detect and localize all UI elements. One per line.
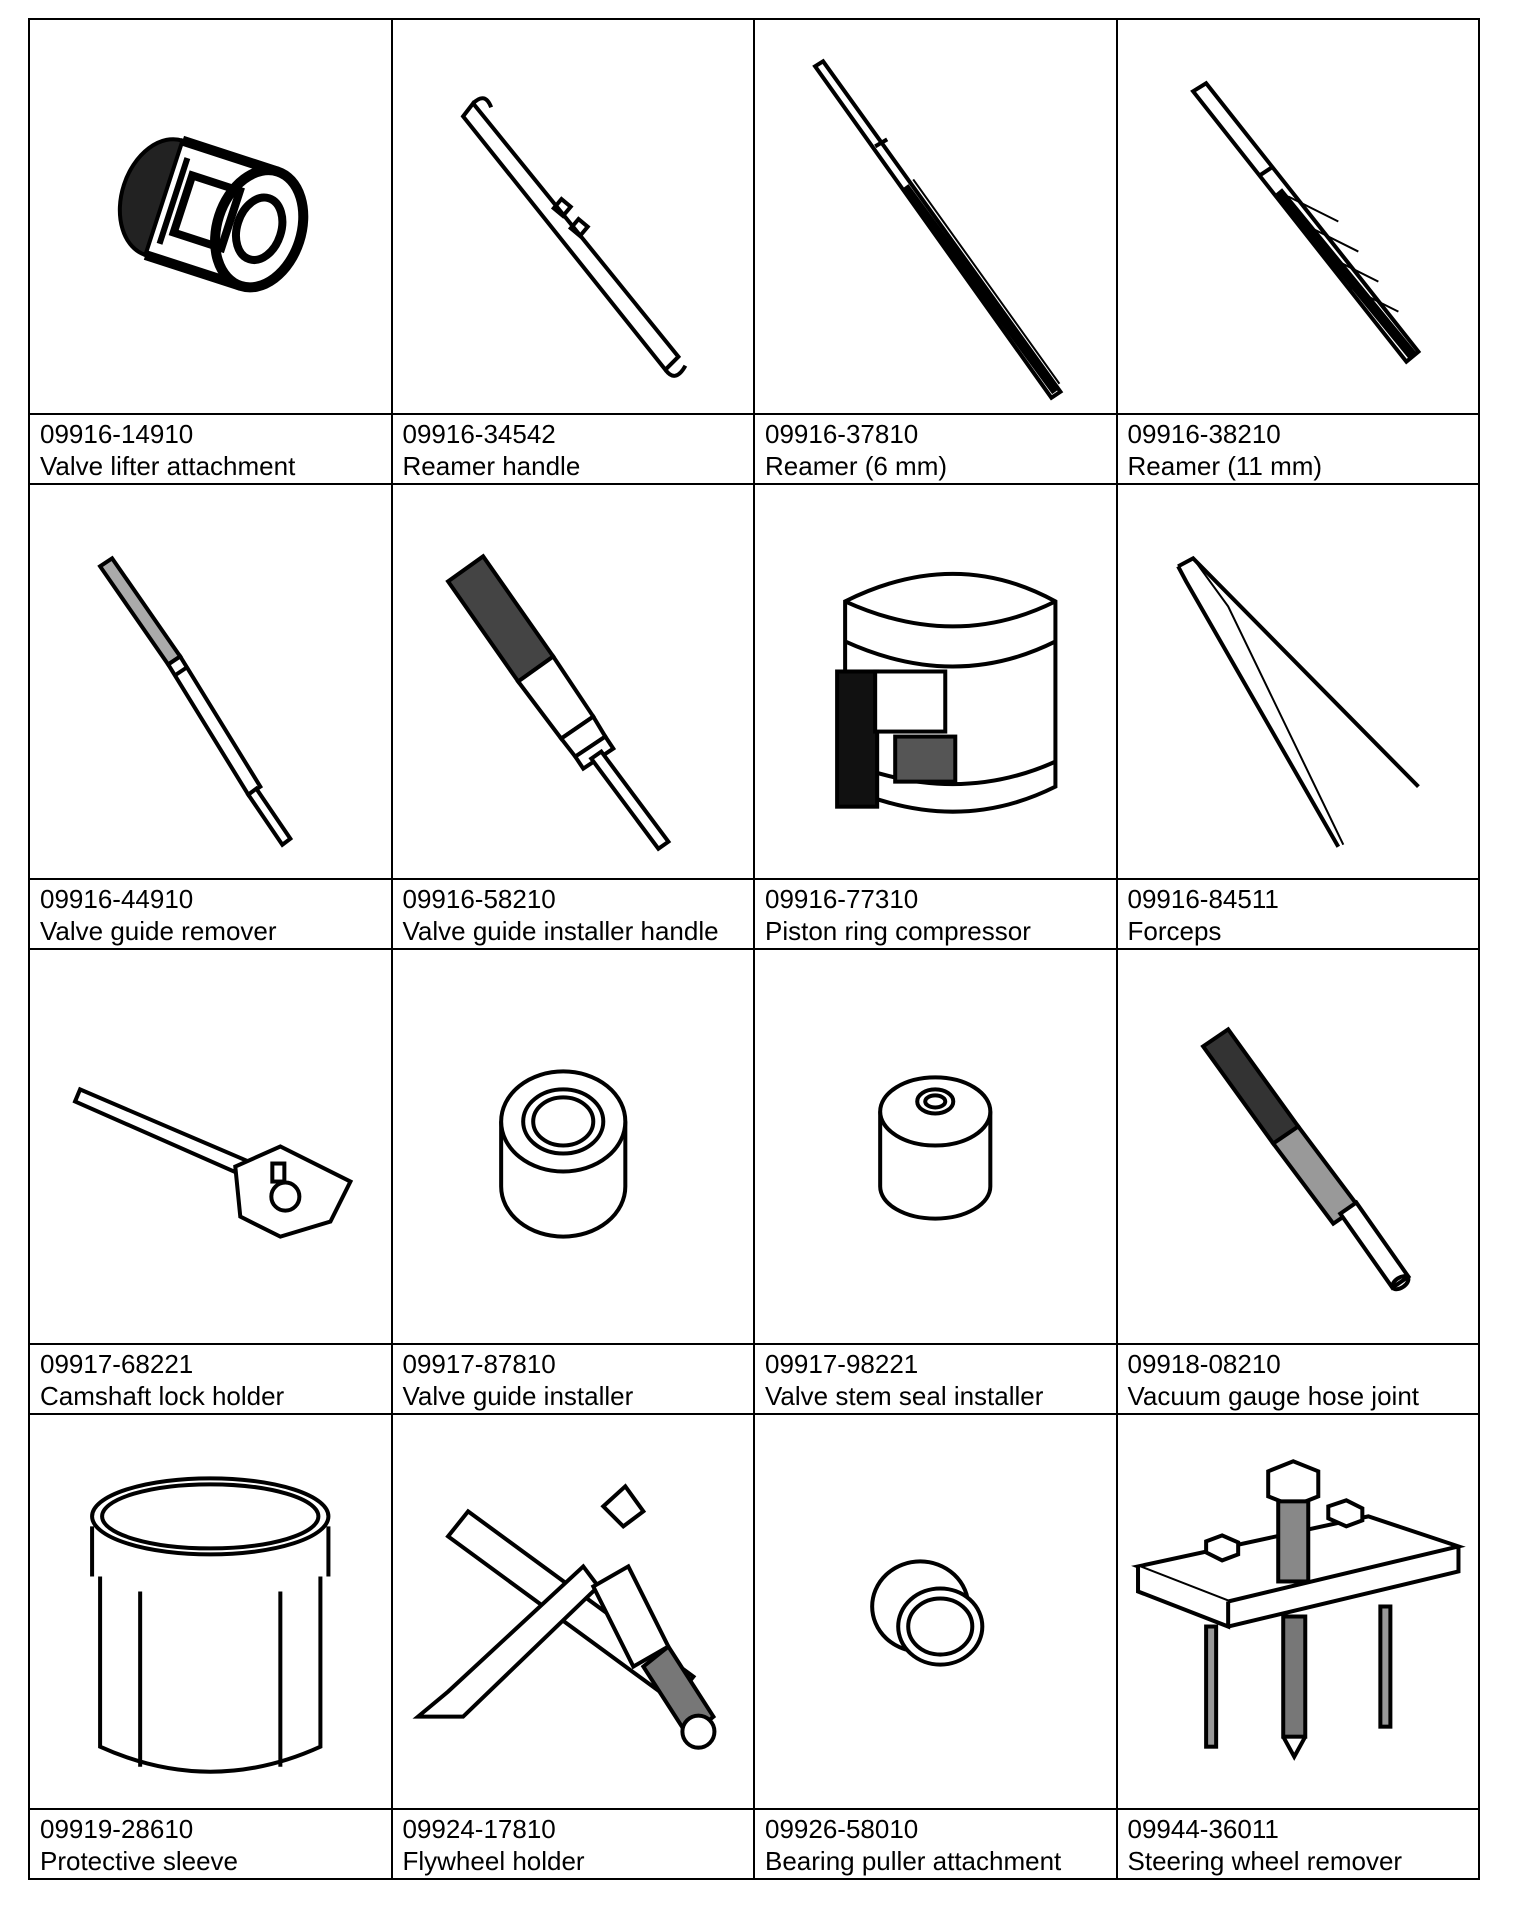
valve-guide-installer-icon (393, 950, 754, 1343)
valve-lifter-attachment-icon (30, 20, 391, 413)
valve-guide-remover-icon (30, 485, 391, 878)
special-tools-sheet (28, 18, 1480, 1880)
tool-cell (393, 485, 756, 950)
valve-stem-seal-installer-icon (755, 950, 1116, 1343)
bearing-puller-attachment-icon (755, 1415, 1116, 1808)
tool-cell (30, 485, 393, 950)
tool-cell (755, 485, 1118, 950)
tool-cell (30, 20, 393, 485)
part-number: 09918-08210 (1127, 1349, 1281, 1379)
tool-cell (755, 1415, 1118, 1880)
part-number: 09919-28610 (40, 1814, 194, 1844)
tool-name: Vacuum gauge hose joint (1127, 1381, 1419, 1411)
tool-name: Piston ring compressor (765, 916, 1031, 946)
tool-cell (1118, 485, 1481, 950)
reamer-icon (1118, 20, 1479, 413)
tool-cell (755, 950, 1118, 1415)
tool-name: Steering wheel remover (1127, 1846, 1403, 1876)
part-number: 09926-58010 (765, 1814, 919, 1844)
tool-cell (393, 20, 756, 485)
tool-name: Valve guide remover (40, 916, 277, 946)
part-number: 09944-36011 (1127, 1814, 1279, 1844)
tool-name: Valve guide installer (402, 1381, 634, 1411)
steering-wheel-remover-icon (1118, 1415, 1479, 1808)
part-number: 09916-14910 (40, 419, 194, 449)
part-number: 09916-38210 (1127, 419, 1281, 449)
tool-name: Reamer handle (402, 451, 581, 481)
tool-name: Valve guide installer handle (402, 916, 719, 946)
vacuum-gauge-hose-joint-icon (1118, 950, 1479, 1343)
tool-cell (755, 20, 1118, 485)
tool-name: Reamer (6 mm) (765, 451, 948, 481)
tool-name: Valve lifter attachment (40, 451, 296, 481)
tool-name: Protective sleeve (40, 1846, 238, 1876)
tool-cell (30, 1415, 393, 1880)
part-number: 09916-37810 (765, 419, 919, 449)
tool-name: Reamer (11 mm) (1127, 451, 1323, 481)
valve-guide-installer-handle-icon (393, 485, 754, 878)
protective-sleeve-icon (30, 1415, 391, 1808)
part-number: 09916-77310 (765, 884, 919, 914)
tool-name: Bearing puller attachment (765, 1846, 1062, 1876)
flywheel-holder-icon (393, 1415, 754, 1808)
tool-cell (393, 950, 756, 1415)
forceps-icon (1118, 485, 1479, 878)
part-number: 09917-68221 (40, 1349, 194, 1379)
part-number: 09916-34542 (402, 419, 556, 449)
part-number: 09917-87810 (402, 1349, 556, 1379)
tool-name: Valve stem seal installer (765, 1381, 1044, 1411)
piston-ring-compressor-icon (755, 485, 1116, 878)
tool-cell (1118, 20, 1481, 485)
tool-name: Flywheel holder (402, 1846, 585, 1876)
camshaft-lock-holder-icon (30, 950, 391, 1343)
tool-cell (1118, 950, 1481, 1415)
tool-name: Camshaft lock holder (40, 1381, 285, 1411)
part-number: 09916-84511 (1127, 884, 1279, 914)
tools-grid (28, 18, 1480, 1880)
part-number: 09916-44910 (40, 884, 194, 914)
part-number: 09917-98221 (765, 1349, 919, 1379)
reamer-handle-icon (393, 20, 754, 413)
part-number: 09924-17810 (402, 1814, 556, 1844)
tool-cell (30, 950, 393, 1415)
reamer-icon (755, 20, 1116, 413)
tool-cell (393, 1415, 756, 1880)
part-number: 09916-58210 (402, 884, 556, 914)
tool-name: Forceps (1127, 916, 1222, 946)
tool-cell (1118, 1415, 1481, 1880)
